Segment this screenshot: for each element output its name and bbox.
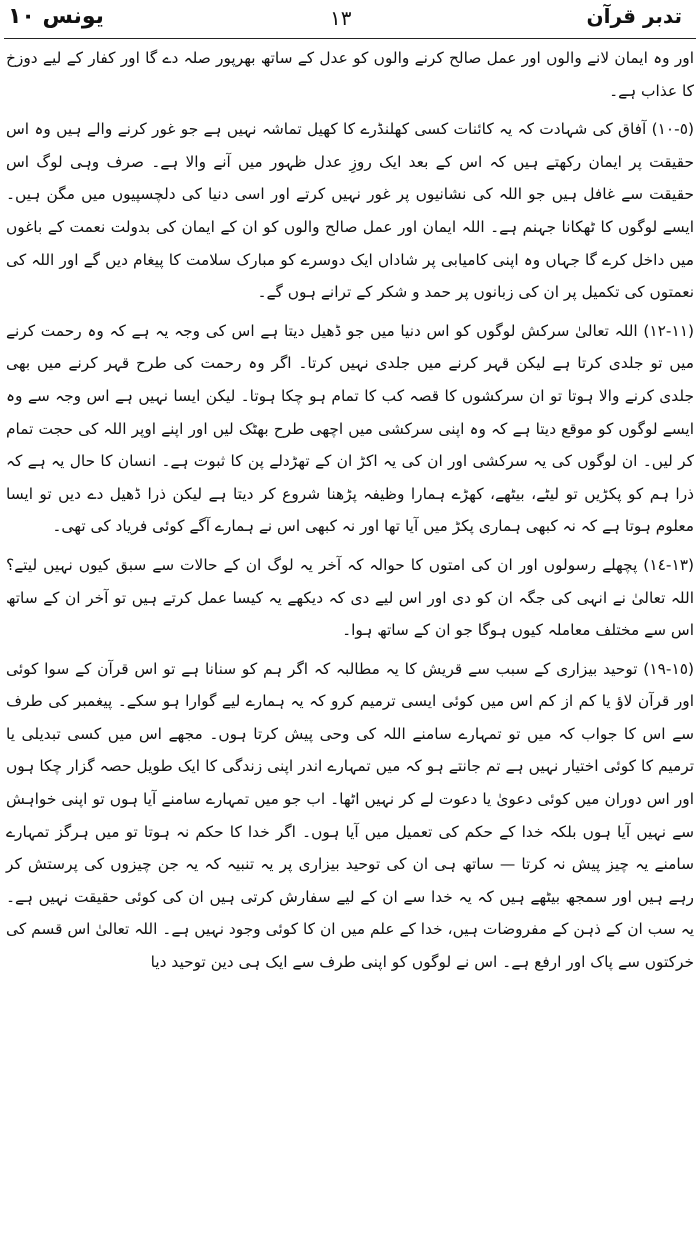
surah-label: یونس ١٠ [8, 4, 104, 29]
page-body [6, 42, 694, 979]
paragraph-intro: اور وہ ایمان لانے والوں اور عمل صالح کرنے والوں کو عدل کے ساتھ بھرپور صلہ دے گا اور کفار کے لیے دوزخ کا عذاب ہے۔ [6, 49, 694, 100]
page-number: ١٣ [330, 6, 352, 30]
paragraph-11-12: (١١-١٢) اللہ تعالیٰ سرکش لوگوں کو اس دنیا میں جو ڈھیل دیتا ہے اس کی وجہ یہ ہے کہ وہ رحمت کرنے میں تو جلدی کرتا ہے لیکن قہر کرنے میں جلدی نہیں کرتا۔ اگر وہ رحمت کی طرح قہر کرنے میں بھی جلدی کرنے والا ہوتا تو ان سرکشوں کا قصہ کب کا تمام ہو چکا ہوتا۔ لیکن ایسا نہیں ہے اس وجہ سے وہ ایسے لوگوں کو موقع دیتا ہے کہ وہ اپنی سرکشی میں اچھی طرح بھٹک لیں اور اپنے اوپر اللہ کی حجت تمام کر لیں۔ ان لوگوں کی یہ سرکشی اور ان کی یہ اکڑ ان کے تھڑدلے پن کا ثبوت ہے۔ انسان کا حال یہ ہے کہ ذرا ہم کو پکڑیں تو لیٹے، بیٹھے، کھڑے ہمارا وظیفہ پڑھنا شروع کر دیتا ہے لیکن ذرا ڈھیل دے دیں تو ایسا معلوم ہوتا ہے کہ نہ کبھی ہماری پکڑ میں آیا تھا اور نہ کبھی اس نے ہمارے آگے کوئی فریاد کی تھی۔ [6, 321, 694, 536]
page-header [0, 0, 700, 44]
paragraph-15-19: (١٥-١٩) توحید بیزاری کے سبب سے قریش کا یہ مطالبہ کہ اگر ہم کو سنانا ہے تو اس قرآن کے سوا کوئی اور قرآن لاؤ یا کم از کم اس میں کوئی ایسی ترمیم کرو کہ یہ ہمارے لیے گوارا ہو سکے۔ پیغمبر کی طرف سے اس کا جواب کہ میں تو تمہارے سامنے اللہ کی وحی پیش کرتا ہوں۔ مجھے اس میں کسی تبدیلی یا ترمیم کا کوئی اختیار نہیں ہے تم جانتے ہو کہ میں تمہارے اندر اپنی زندگی کا ایک طویل حصہ گزار چکا ہوں اور اس دوران میں کوئی دعویٰ یا دعوت لے کر نہیں اٹھا۔ اب جو میں تمہارے سامنے آیا ہوں تو اپنی خواہش سے نہیں آیا ہوں بلکہ خدا کے حکم کی تعمیل میں آیا ہوں۔ اگر خدا کا حکم نہ ہوتا تو میں ہرگز تمہارے سامنے یہ چیز پیش نہ کرتا — ساتھ ہی ان کی توحید بیزاری پر یہ تنبیہ کہ یہ جن چیزوں کی پرستش کر رہے ہیں اور سمجھ بیٹھے ہیں کہ یہ خدا سے ان کے لیے سفارش کرتی ہیں ان کی کوئی حقیقت نہیں ہے۔ یہ سب ان کے ذہن کے مفروضات ہیں، خدا کے علم میں ان کا کوئی وجود نہیں ہے۔ اللہ تعالیٰ اس قسم کی خرکتوں سے پاک اور ارفع ہے۔ اس نے لوگوں کو اپنی طرف سے ایک ہی دین توحید دیا [6, 659, 694, 972]
book-title: تدبر قرآن [586, 4, 682, 28]
paragraph-5-10: (٥-١٠) آفاق کی شہادت کہ یہ کائنات کسی کھلنڈرے کا کھیل تماشہ نہیں ہے جو غور کرنے والے ہیں وہ اس حقیقت پر ایمان رکھتے ہیں کہ اس کے بعد ایک روزِ عدل ظہور میں آنے والا ہے۔ صرف وہی لوگ اس حقیقت سے غافل ہیں جو اللہ کی نشانیوں پر غور نہیں کرتے اور اسی دنیا کی دلچسپیوں میں مگن ہیں۔ ایسے لوگوں کا ٹھکانا جہنم ہے۔ اللہ ایمان اور عمل صالح والوں کو ان کے ایمان کی بدولت نعمت کے باغوں میں داخل کرے گا جہاں وہ اپنی کامیابی پر شاداں ایک دوسرے کو مبارک سلامت کا پیغام دیں گے اور اللہ کی نعمتوں کی تکمیل پر ان کی زبانوں پر حمد و شکر کے ترانے ہوں گے۔ [6, 120, 694, 302]
header-divider [4, 38, 696, 39]
paragraph-13-14: (١٣-١٤) پچھلے رسولوں اور ان کی امتوں کا حوالہ کہ آخر یہ لوگ ان کے حالات سے سبق کیوں نہیں لیتے؟ اللہ تعالیٰ نے انہی کی جگہ ان کو دی اور اس لیے دی کہ دیکھے یہ کیسا عمل کرتے ہیں تو آخر ان کے ساتھ اس سے مختلف معاملہ کیوں ہوگا جو ان کے ساتھ ہوا۔ [6, 555, 694, 640]
